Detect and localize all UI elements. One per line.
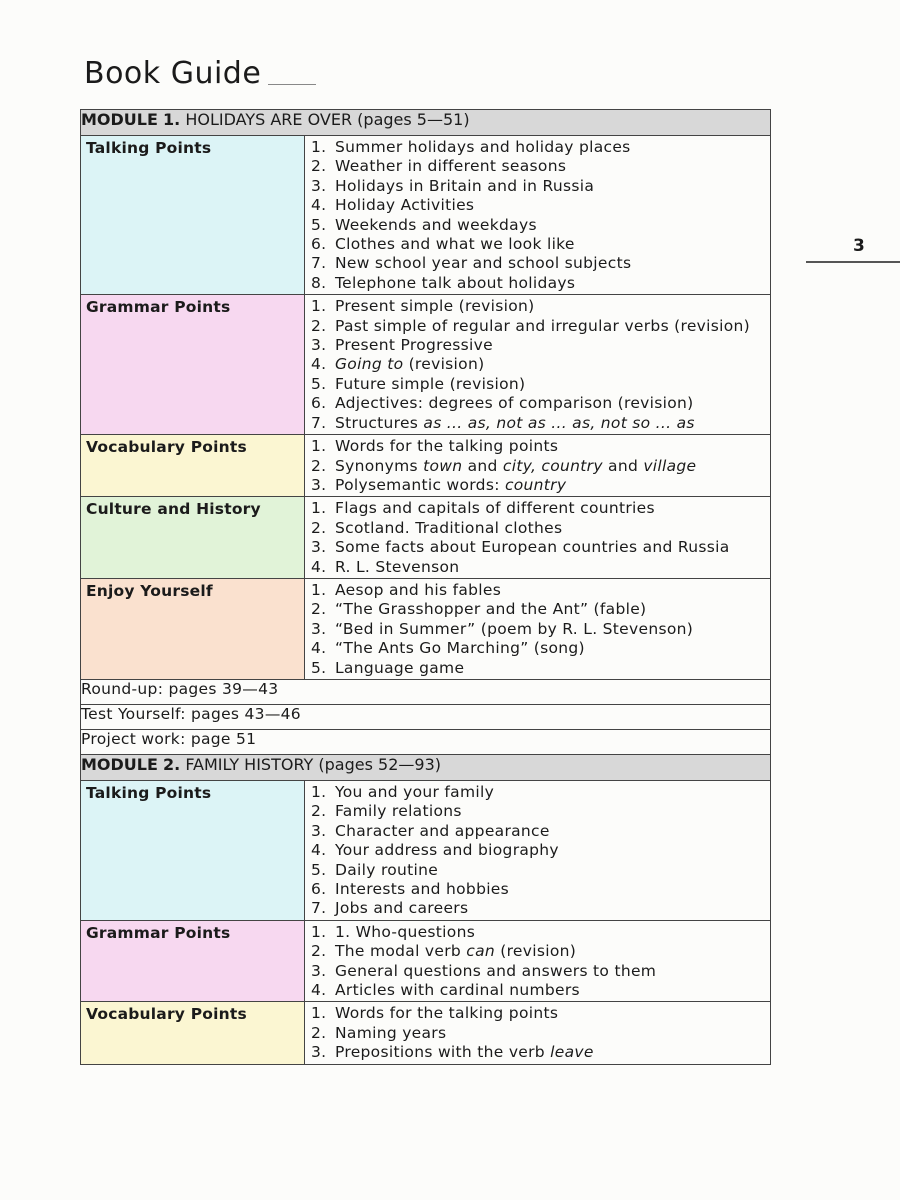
section-label: Grammar Points	[81, 920, 305, 1002]
list-item: 3. Holidays in Britain and in Russia	[311, 176, 595, 195]
list-item: 3. “Bed in Summer” (poem by R. L. Stevenson)	[311, 619, 694, 638]
m1-vocabulary-points-list	[305, 435, 771, 497]
list-item: 5. Future simple (revision)	[311, 374, 526, 393]
list-item: 2. The modal verb can (revision)	[311, 942, 577, 961]
m2-vocabulary-points-row	[81, 1002, 771, 1064]
list-item: 2. Family relations	[311, 802, 462, 821]
list-item: 5. Language game	[311, 658, 465, 677]
module-number: 1.	[163, 110, 181, 129]
m2-grammar-points-list	[305, 920, 771, 1002]
list-item: 3. Prepositions with the verb leave	[311, 1043, 594, 1062]
book-guide-table	[80, 109, 771, 1065]
page-number-rule	[806, 261, 900, 263]
list-item: 6. Adjectives: degrees of comparison (revision)	[311, 394, 694, 413]
m1-enjoy-yourself-list	[305, 578, 771, 679]
m1-enjoy-yourself-row	[81, 578, 771, 679]
page-title: Book Guide	[84, 56, 262, 91]
list-item: 4. Holiday Activities	[311, 196, 475, 215]
section-label: Talking Points	[81, 136, 305, 295]
m2-talking-points-row	[81, 780, 771, 920]
list-item: 1. 1. Who-questions	[311, 922, 476, 941]
list-item: 5. Daily routine	[311, 860, 439, 879]
module-title: HOLIDAYS ARE OVER (pages 5—51)	[180, 110, 470, 129]
m2-talking-points-list	[305, 780, 771, 920]
section-label: Culture and History	[81, 497, 305, 579]
list-item: 6. Interests and hobbies	[311, 880, 510, 898]
section-label: Vocabulary Points	[81, 435, 305, 497]
module-2-header	[81, 754, 771, 780]
page-number: 3	[853, 236, 865, 256]
m1-test-yourself-row	[81, 704, 771, 729]
roundup-text: Round-up: pages 39—43	[81, 679, 771, 704]
m2-vocabulary-points-list	[305, 1002, 771, 1064]
list-item: 1. Summer holidays and holiday places	[311, 138, 631, 156]
module-number: 2.	[163, 754, 181, 774]
m2-grammar-points-row	[81, 920, 771, 1002]
m1-vocabulary-points-row	[81, 435, 771, 497]
module-label: MODULE	[81, 110, 158, 129]
list-item: 1. Present simple (revision)	[311, 297, 535, 316]
list-item: 1. Aesop and his fables	[311, 580, 502, 599]
m1-grammar-points-row	[81, 295, 771, 435]
list-item: 5. Weekends and weekdays	[311, 215, 537, 234]
list-item: 2. Synonyms town and city, country and village	[311, 456, 697, 475]
m1-talking-points-row	[81, 136, 771, 295]
m1-culture-history-row	[81, 497, 771, 579]
module-title: FAMILY HISTORY (pages 52—93)	[180, 754, 441, 774]
list-item: 4. R. L. Stevenson	[311, 557, 460, 576]
list-item: 8. Telephone talk about holidays	[311, 273, 576, 292]
m1-project-work-row	[81, 729, 771, 754]
list-item: 4. Articles with cardinal numbers	[311, 981, 580, 1000]
module-1-header	[81, 110, 771, 136]
list-item: 4. Your address and biography	[311, 841, 559, 860]
project-work-text: Project work: page 51	[81, 729, 771, 754]
list-item: 4. “The Ants Go Marching” (song)	[311, 639, 585, 658]
list-item: 3. General questions and answers to them	[311, 961, 657, 980]
list-item: 6. Clothes and what we look like	[311, 235, 575, 254]
list-item: 1. You and your family	[311, 782, 495, 801]
list-item: 2. Scotland. Traditional clothes	[311, 518, 563, 537]
list-item: 2. “The Grasshopper and the Ant” (fable)	[311, 600, 647, 619]
section-label: Vocabulary Points	[81, 1002, 305, 1064]
list-item: 3. Character and appearance	[311, 821, 550, 840]
test-yourself-text: Test Yourself: pages 43—46	[81, 704, 771, 729]
m1-talking-points-list	[305, 136, 771, 295]
list-item: 2. Past simple of regular and irregular verbs (revision)	[311, 316, 751, 335]
title-rule	[268, 84, 316, 85]
list-item: 1. Words for the talking points	[311, 1004, 559, 1023]
module-label: MODULE	[81, 754, 158, 774]
list-item: 1. Words for the talking points	[311, 437, 559, 456]
section-label: Grammar Points	[81, 295, 305, 435]
list-item: 4. Going to (revision)	[311, 355, 485, 374]
list-item: 1. Flags and capitals of different countries	[311, 499, 655, 518]
section-label: Talking Points	[81, 780, 305, 920]
list-item: 7. New school year and school subjects	[311, 254, 632, 273]
m1-roundup-row	[81, 679, 771, 704]
list-item: 3. Polysemantic words: country	[311, 475, 567, 494]
list-item: 7. Jobs and careers	[311, 899, 469, 918]
list-item: 3. Present Progressive	[311, 336, 493, 355]
m1-grammar-points-list	[305, 295, 771, 435]
list-item: 3. Some facts about European countries and Russia	[311, 538, 730, 557]
list-item: 2. Weather in different seasons	[311, 157, 567, 176]
m1-culture-history-list	[305, 497, 771, 579]
list-item: 7. Structures as ... as, not as ... as, not so ... as	[311, 413, 695, 432]
list-item: 2. Naming years	[311, 1023, 447, 1042]
section-label: Enjoy Yourself	[81, 578, 305, 679]
